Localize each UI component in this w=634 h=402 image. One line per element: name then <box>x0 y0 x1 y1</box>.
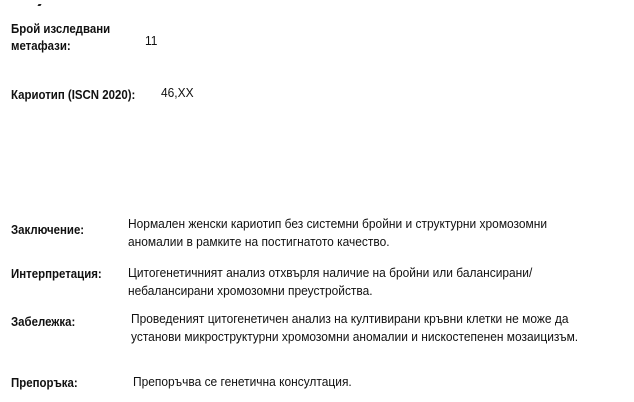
karyotype-label: Кариотип (ISCN 2020): <box>11 87 136 102</box>
metaphases-value: 11 <box>145 33 158 48</box>
note-label: Забележка: <box>11 314 76 329</box>
interpretation-label: Интерпретация: <box>11 266 102 281</box>
interpretation-line-2: небалансирани хромозомни преустройства. <box>128 283 373 298</box>
metaphases-label: Брой изследвани метафази: <box>11 21 111 53</box>
interpretation-line-1: Цитогенетичният анализ отхвърля наличие на бройни или балансирани/ <box>128 265 533 280</box>
note-line-1: Проведеният цитогенетичен анализ на култивирани кръвни клетки не може да <box>131 311 569 326</box>
stray-mark <box>37 4 41 6</box>
karyotype-value: 46,XX <box>161 85 194 100</box>
conclusion-line-1: Нормален женски кариотип без системни бройни и структурни хромозомни <box>128 216 548 231</box>
recommendation-line-1: Препоръчва се генетична консултация. <box>133 374 352 389</box>
conclusion-line-2: аномалии в рамките на постигнатото качество. <box>128 234 390 249</box>
conclusion-label: Заключение: <box>11 222 85 237</box>
note-line-2: установи микроструктурни хромозомни аномалии и нискостепенен мозаицизъм. <box>131 329 579 344</box>
recommendation-label: Препоръка: <box>11 375 78 390</box>
